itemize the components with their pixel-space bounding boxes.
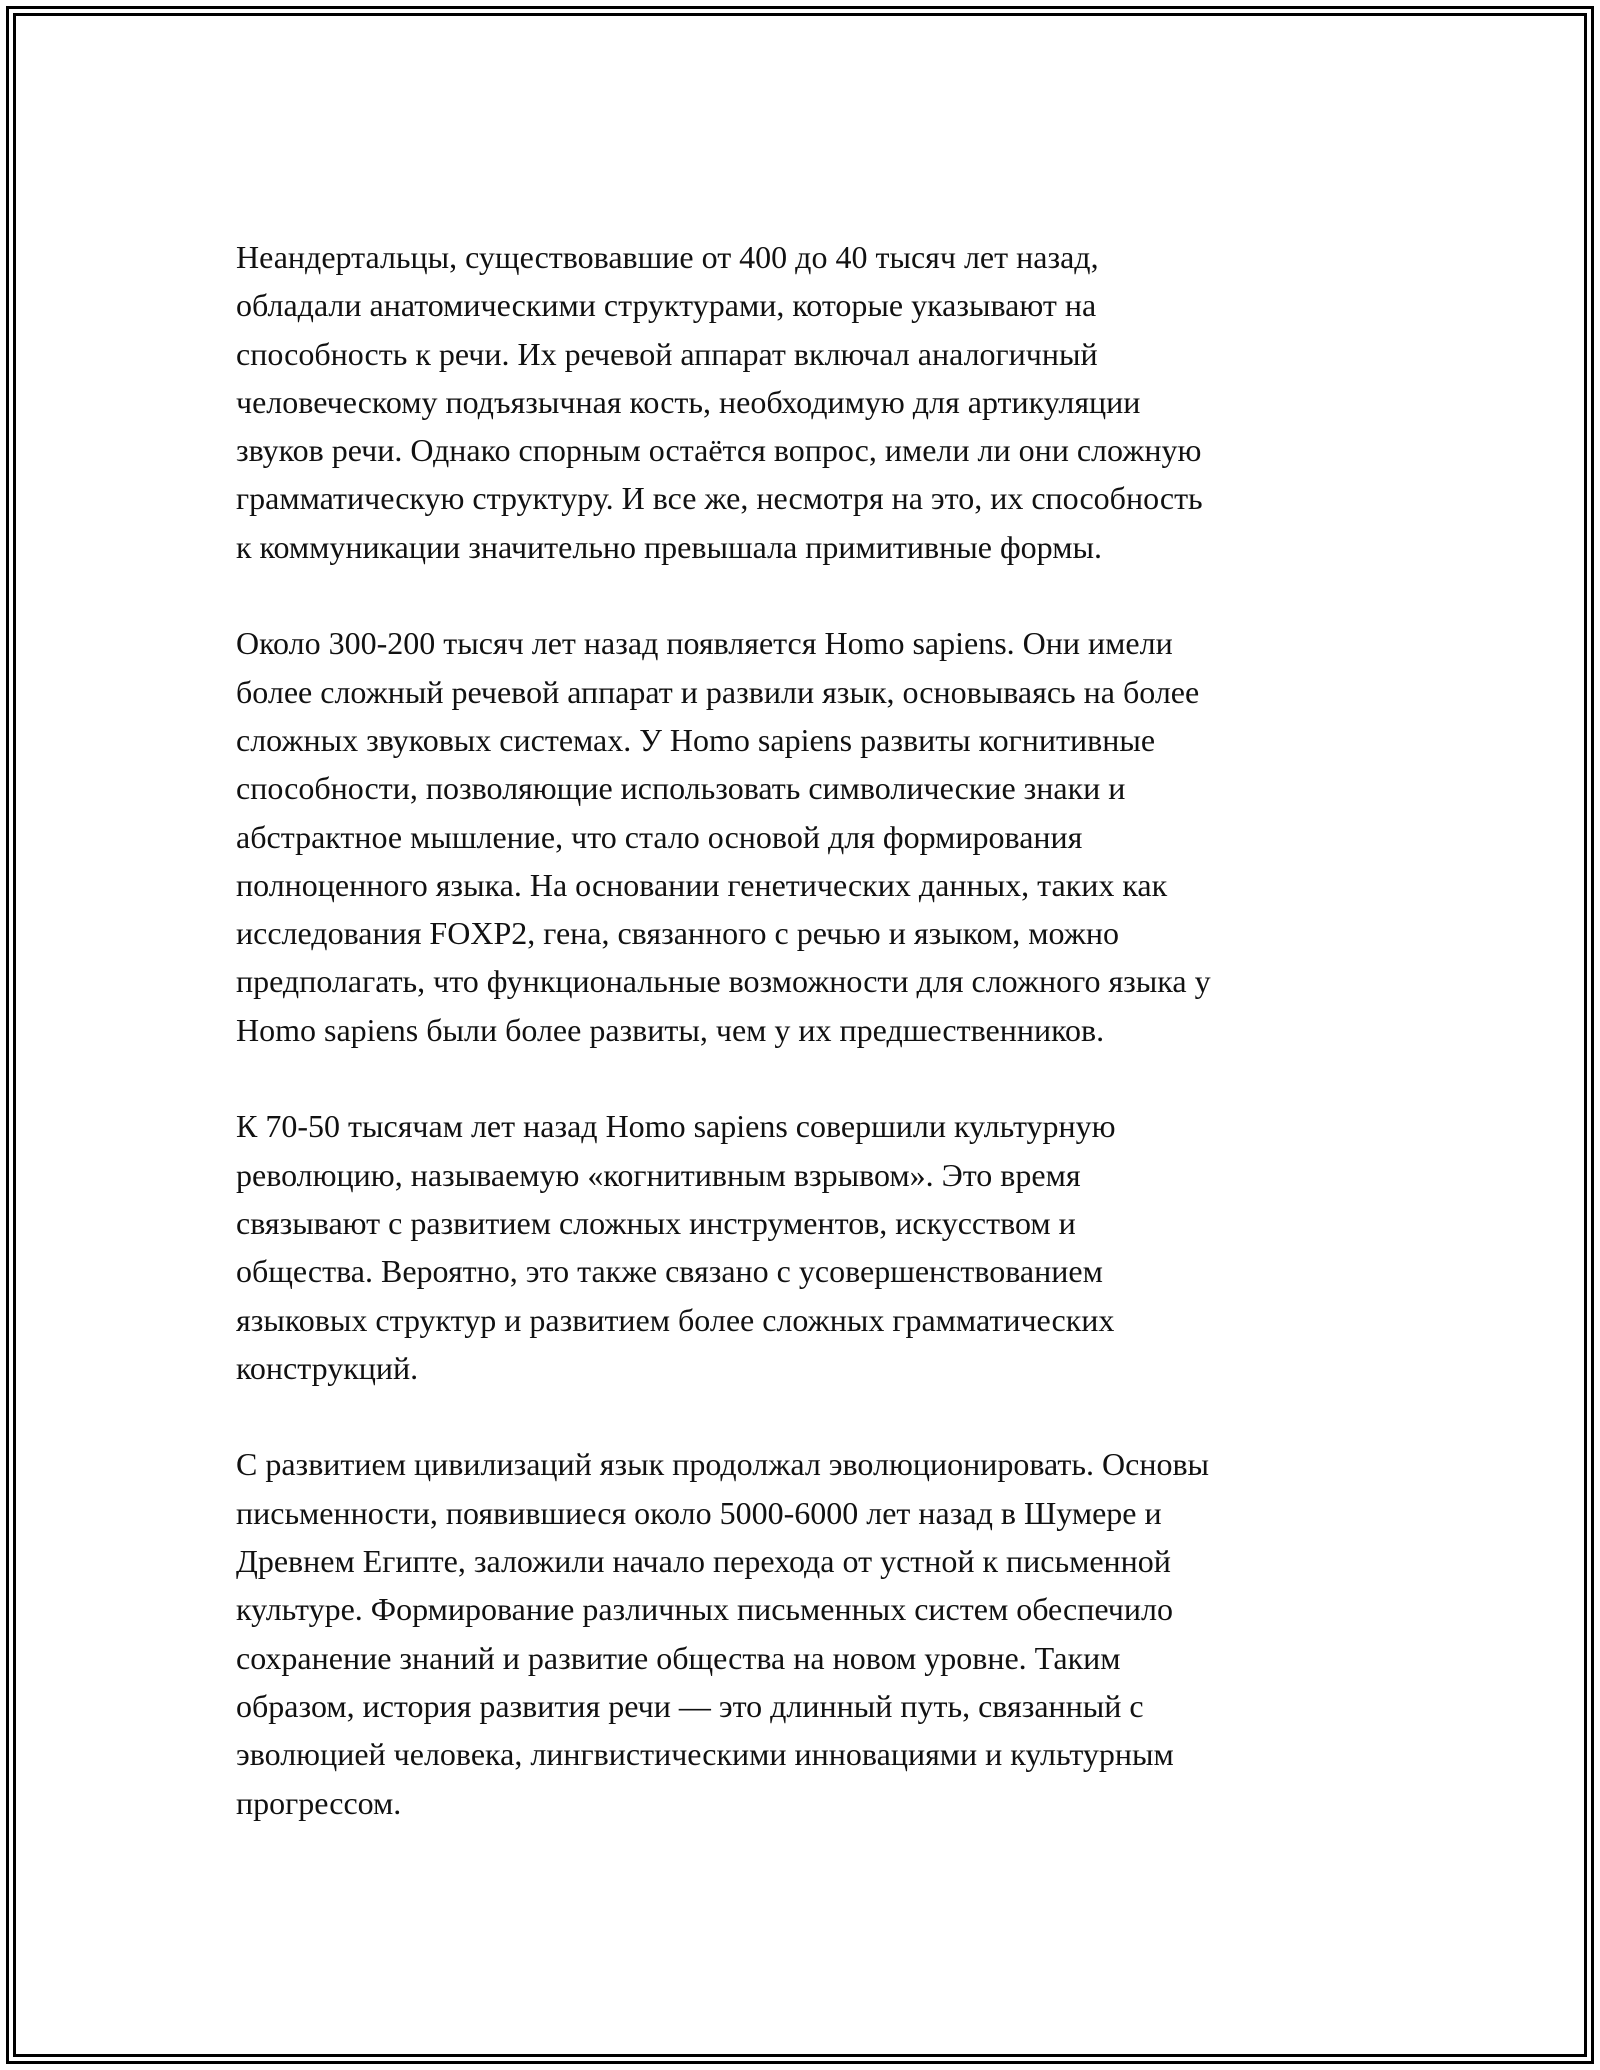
paragraph-cognitive-revolution: К 70-50 тысячам лет назад Homo sapiens совершили культурную революцию, называемую «когнитивным взрывом». Это время связывают с развитием сложных инструментов, искусством и общества. Вероятно, это также связано с усовершенствованием языковых структур и развитием более сложных грамматических конструкций. xyxy=(236,1108,1116,1386)
paragraph-homo-sapiens: Около 300-200 тысяч лет назад появляется Homo sapiens. Они имели более сложный речевой аппарат и развили язык, основываясь на более сложных звуковых системах. У Homo sapiens развиты когнитивные способности, позволяющие использовать символические знаки и абстрактное мышление, что стало основой для формирования полноценного языка. На основании генетических данных, таких как исследования FOXP2, гена, связанного с речью и языком, можно предполагать, что функциональные возможности для сложного языка у Homo sapiens были более развиты, чем у их предшественников. xyxy=(236,625,1211,1048)
paragraph-neanderthals: Неандертальцы, существовавшие от 400 до 40 тысяч лет назад, обладали анатомическими структурами, которые указывают на способность к речи. Их речевой аппарат включал аналогичный человеческому подъязычная кость, необходимую для артикуляции звуков речи. Однако спорным остаётся вопрос, имели ли они сложную грамматическую структуру. И все же, несмотря на это, их способность к коммуникации значительно превышала примитивные формы. xyxy=(236,239,1203,565)
paragraph-civilization-writing: С развитием цивилизаций язык продолжал эволюционировать. Основы письменности, появившиеся около 5000-6000 лет назад в Шумере и Древнем Египте, заложили начало перехода от устной к письменной культуре. Формирование различных письменных систем обеспечило сохранение знаний и развитие общества на новом уровне. Таким образом, история развития речи — это длинный путь, связанный с эволюцией человека, лингвистическими инновациями и культурным прогрессом. xyxy=(236,1446,1210,1821)
document-body xyxy=(236,233,1376,1875)
